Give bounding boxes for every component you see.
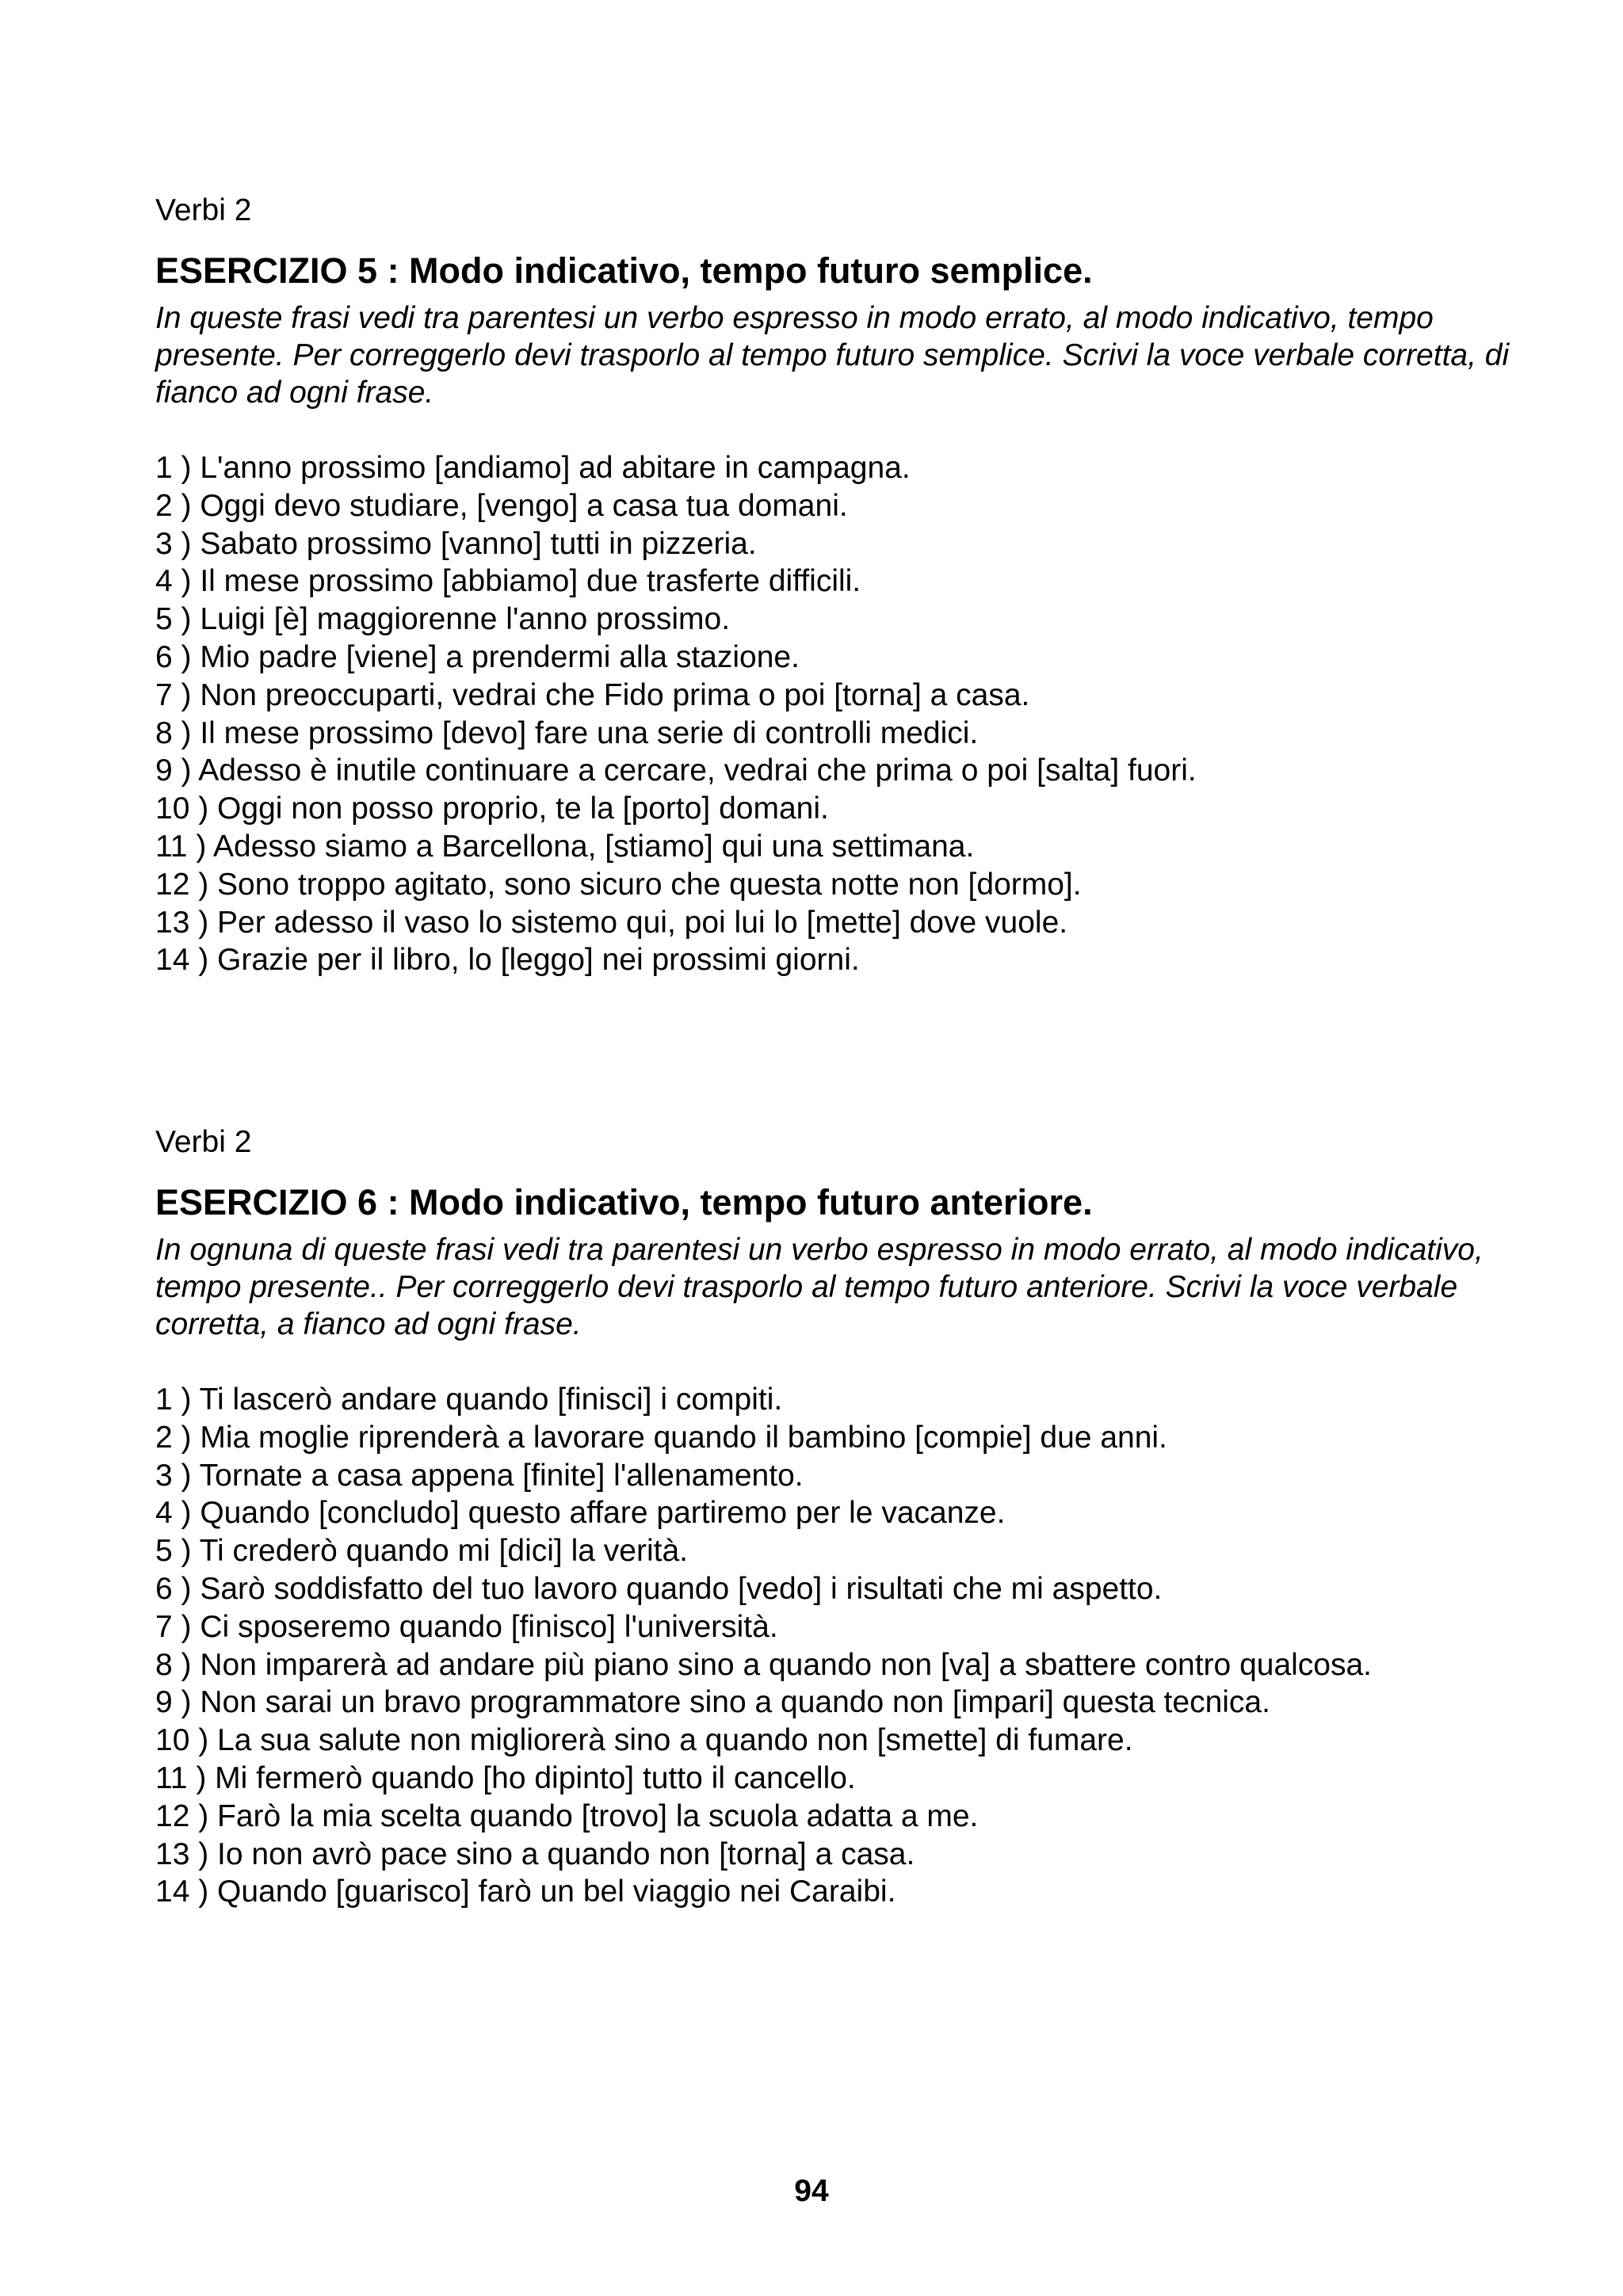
exercise-item: 6 ) Sarò soddisfatto del tuo lavoro quando [vedo] i risultati che mi aspetto. <box>155 1571 1163 1606</box>
exercise-6-section <box>155 1119 1503 1911</box>
exercise-item: 14 ) Quando [guarisco] farò un bel viaggio nei Caraibi. <box>155 1875 896 1909</box>
exercise-item: 5 ) Ti crederò quando mi [dici] la verità. <box>155 1534 688 1569</box>
exercise-item: 2 ) Oggi devo studiare, [vengo] a casa tua domani. <box>155 488 848 523</box>
exercise-item: 11 ) Mi fermerò quando [ho dipinto] tutto il cancello. <box>155 1760 856 1795</box>
exercise-item: 6 ) Mio padre [viene] a prendermi alla stazione. <box>155 639 800 674</box>
exercise-item: 10 ) Oggi non posso proprio, te la [porto] domani. <box>155 791 829 826</box>
exercise-item: 8 ) Il mese prossimo [devo] fare una serie di controlli medici. <box>155 715 979 750</box>
exercise-item: 7 ) Ci sposeremo quando [finisco] l'università. <box>155 1609 778 1644</box>
exercise-item: 3 ) Sabato prossimo [vanno] tutti in pizzeria. <box>155 526 757 561</box>
exercise-item-list <box>155 449 1503 979</box>
exercise-item: 4 ) Quando [concludo] questo affare partiremo per le vacanze. <box>155 1496 1006 1531</box>
exercise-instructions: In queste frasi vedi tra parentesi un verbo espresso in modo errato, al modo indicativo, tempo presente. Per correggerlo devi trasporlo al tempo futuro semplice. Scrivi la voce verbale corretta, di fianco ad ogni frase. <box>155 301 1510 410</box>
exercise-item: 3 ) Tornate a casa appena [finite] l'allenamento. <box>155 1458 804 1493</box>
exercise-item: 12 ) Sono troppo agitato, sono sicuro che questa notte non [dormo]. <box>155 867 1082 902</box>
exercise-title: ESERCIZIO 5 : Modo indicativo, tempo futuro semplice. <box>155 250 1093 291</box>
section-label: Verbi 2 <box>155 193 252 227</box>
exercise-item: 1 ) L'anno prossimo [andiamo] ad abitare in campagna. <box>155 451 911 485</box>
exercise-item: 5 ) Luigi [è] maggiorenne l'anno prossimo. <box>155 602 731 637</box>
exercise-item: 13 ) Io non avrò pace sino a quando non [torna] a casa. <box>155 1836 915 1871</box>
exercise-instructions: In ognuna di queste frasi vedi tra parentesi un verbo espresso in modo errato, al modo indicativo, tempo presente.. Per correggerlo devi trasporlo al tempo futuro anteriore. Scrivi la voce verbale corretta, a fianco ad ogni frase. <box>155 1233 1484 1341</box>
exercise-item: 9 ) Non sarai un bravo programmatore sino a quando non [impari] questa tecnica. <box>155 1685 1270 1720</box>
exercise-item: 12 ) Farò la mia scelta quando [trovo] la scuola adatta a me. <box>155 1798 979 1833</box>
exercise-5-section <box>155 187 1510 979</box>
exercise-item-list <box>155 1381 1503 1911</box>
exercise-title: ESERCIZIO 6 : Modo indicativo, tempo futuro anteriore. <box>155 1182 1093 1222</box>
exercise-item: 14 ) Grazie per il libro, lo [leggo] nei prossimi giorni. <box>155 943 860 978</box>
exercise-item: 7 ) Non preoccuparti, vedrai che Fido prima o poi [torna] a casa. <box>155 677 1030 712</box>
exercise-item: 1 ) Ti lascerò andare quando [finisci] i compiti. <box>155 1383 783 1417</box>
exercise-item: 10 ) La sua salute non migliorerà sino a quando non [smette] di fumare. <box>155 1723 1133 1758</box>
exercise-item: 11 ) Adesso siamo a Barcellona, [stiamo] qui una settimana. <box>155 829 975 864</box>
page-number: 94 <box>794 2174 829 2208</box>
section-label: Verbi 2 <box>155 1125 252 1159</box>
exercise-item: 8 ) Non imparerà ad andare più piano sino a quando non [va] a sbattere contro qualcosa. <box>155 1647 1373 1682</box>
exercise-item: 9 ) Adesso è inutile continuare a cercare, vedrai che prima o poi [salta] fuori. <box>155 753 1197 788</box>
exercise-item: 4 ) Il mese prossimo [abbiamo] due trasferte difficili. <box>155 564 861 599</box>
exercise-item: 13 ) Per adesso il vaso lo sistemo qui, poi lui lo [mette] dove vuole. <box>155 905 1068 940</box>
exercise-item: 2 ) Mia moglie riprenderà a lavorare quando il bambino [compie] due anni. <box>155 1420 1167 1455</box>
